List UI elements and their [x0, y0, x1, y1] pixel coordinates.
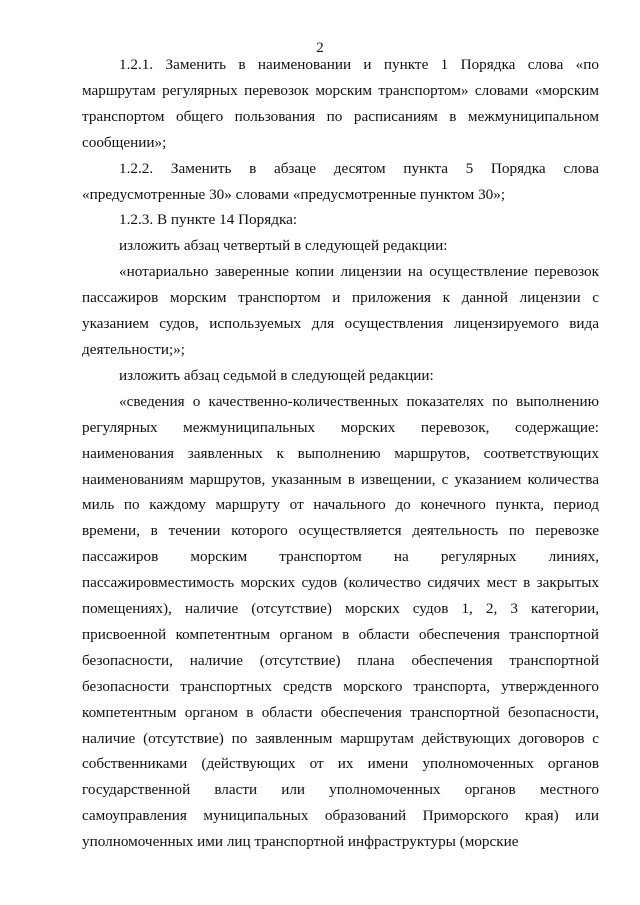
paragraph-1-2-1: 1.2.1. Заменить в наименовании и пункте 1 Порядка слова «по маршрутам регулярных перевозок морским транспортом» словами «морским транспортом общего пользования по расписаниям в межмуниципальном сообщении»; [82, 56, 599, 151]
document-body [82, 52, 599, 855]
paragraph-quality-indicators: «сведения о качественно-количественных показателях по выполнению регулярных межмуниципальных морских перевозок, содержащие: наименования заявленных к выполнению маршрутов, соответствующих наименованиям маршрутов, указанным в извещении, с указанием количества миль по каждому маршруту от начального до конечного пункта, период времени, в течении которого осуществляется деятельность по перевозке пассажиров морским транспортом на регулярных линиях, пассажировместимость морских судов (количество сидячих мест в закрытых помещениях), наличие (отсутствие) морских судов 1, 2, 3 категории, присвоенной компетентным органом в области обеспечения транспортной безопасности, наличие (отсутствие) плана обеспечения транспортной безопасности транспортных средств морского транспорта, утвержденного компетентным органом в области обеспечения транспортной безопасности, наличие (отсутствие) по заявленным маршрутам действующих договоров с собственниками (действующих от их имени уполномоченных органов государственной власти или уполномоченных органов местного самоуправления муниципальных образований Приморского края) или уполномоченных ими лиц транспортной инфраструктуры (морские [82, 392, 599, 851]
paragraph-1-2-2: 1.2.2. Заменить в абзаце десятом пункта 5 Порядка слова «предусмотренные 30» словами «предусмотренные пунктом 30»; [82, 159, 599, 203]
paragraph-instruction-seventh: изложить абзац седьмой в следующей редакции: [119, 366, 434, 384]
paragraph-license-copies: «нотариально заверенные копии лицензии на осуществление перевозок пассажиров морским транспортом и приложения к данной лицензии с указанием судов, используемых для осуществления лицензируемого вида деятельности;»; [82, 263, 599, 358]
paragraph-instruction-fourth: изложить абзац четвертый в следующей редакции: [119, 237, 448, 255]
page-number: 2 [316, 40, 324, 56]
paragraph-1-2-3: 1.2.3. В пункте 14 Порядка: [119, 211, 298, 229]
